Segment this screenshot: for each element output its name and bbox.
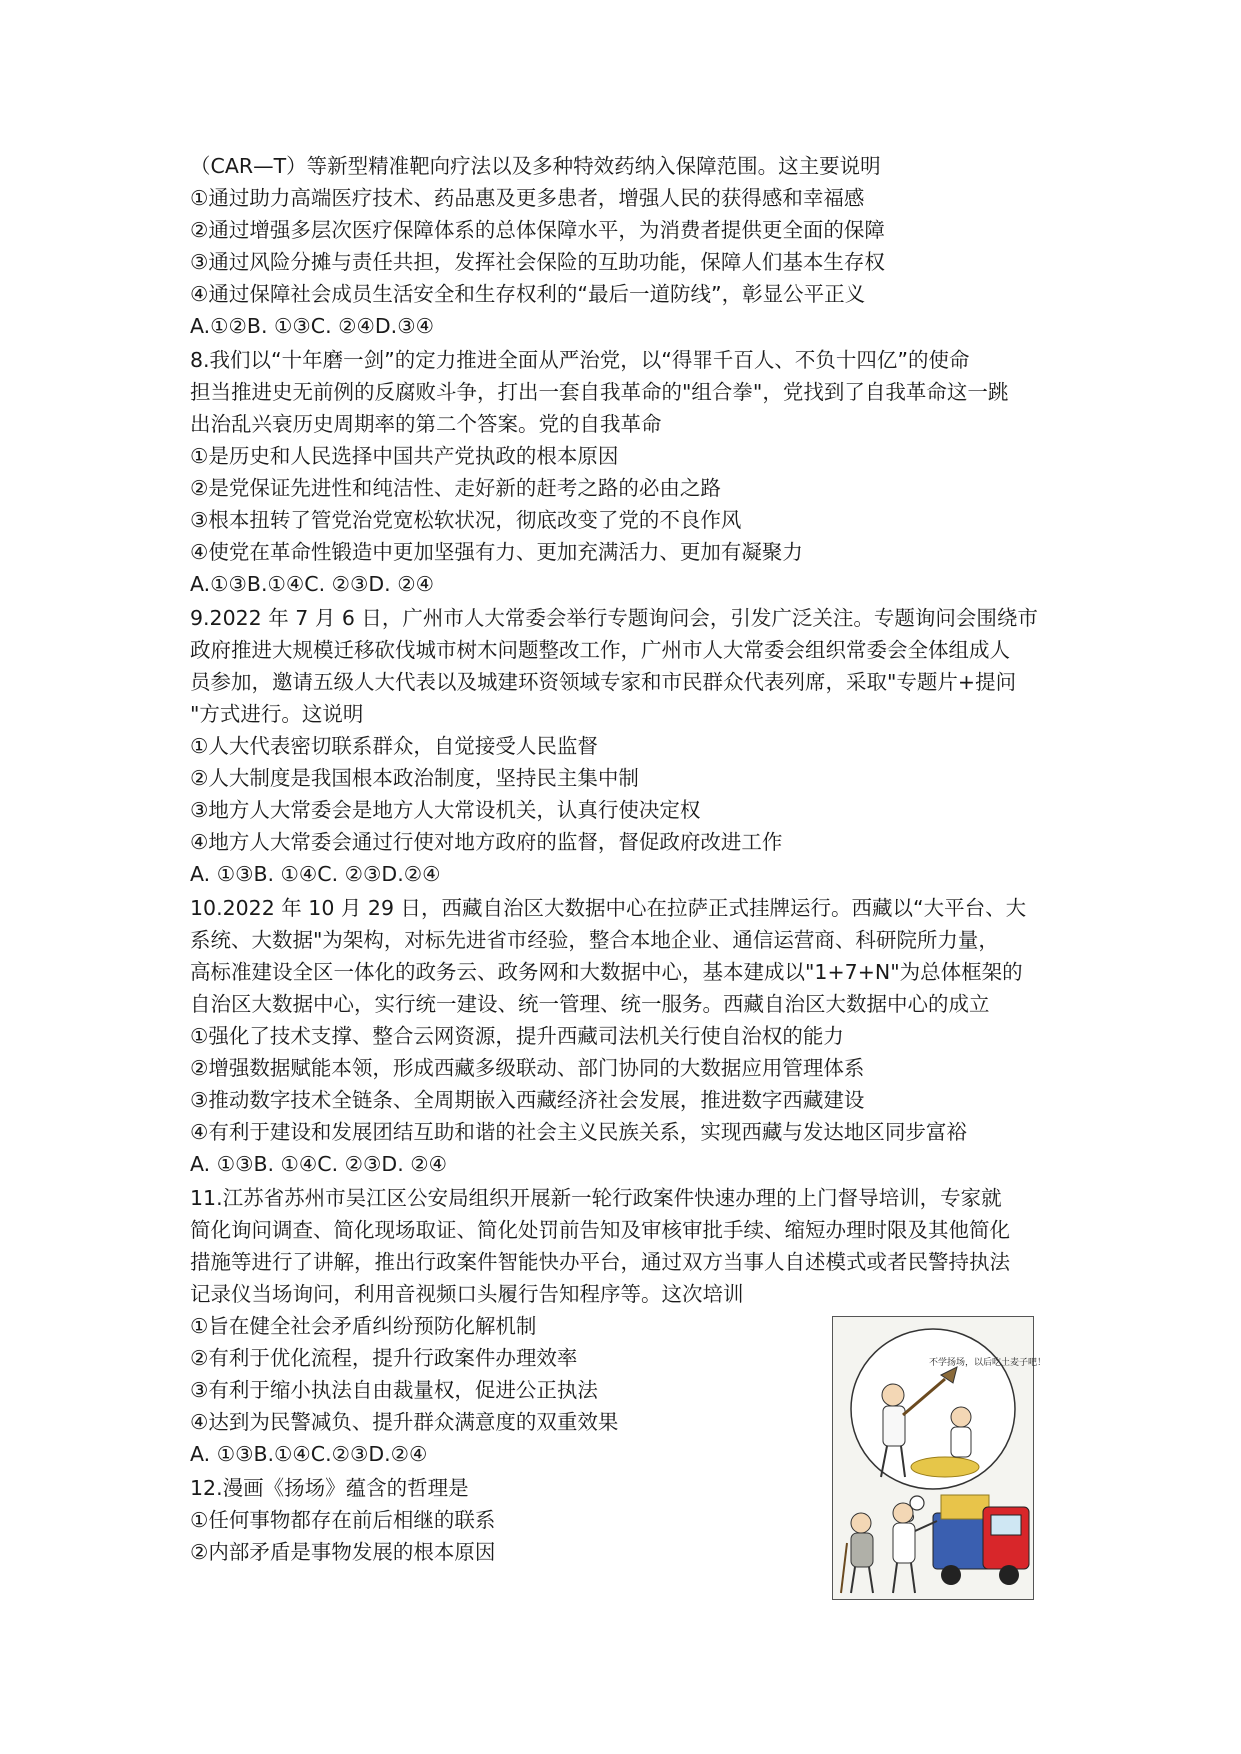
- q10-option-1: ①强化了技术支撑、整合云网资源，提升西藏司法机关行使自治权的能力: [190, 1024, 844, 1048]
- q10-option-4: ④有利于建设和发展团结互助和谐的社会主义民族关系，实现西藏与发达地区同步富裕: [190, 1120, 967, 1144]
- q11-option-1: ①旨在健全社会矛盾纠纷预防化解机制: [190, 1314, 537, 1338]
- q12-option-1: ①任何事物都存在前后相继的联系: [190, 1508, 496, 1532]
- q8-stem-line-1: 8.我们以“十年磨一剑”的定力推进全面从严治党，以“得罪千百人、不负十四亿”的使命: [190, 348, 970, 372]
- q8-option-4: ④使党在革命性锻造中更加坚强有力、更加充满活力、更加有凝聚力: [190, 540, 803, 564]
- q11-option-4: ④达到为民警减负、提升群众满意度的双重效果: [190, 1410, 619, 1434]
- q9-option-4: ④地方人大常委会通过行使对地方政府的监督，督促政府改进工作: [190, 830, 783, 854]
- q9-option-2: ②人大制度是我国根本政治制度，坚持民主集中制: [190, 766, 639, 790]
- q11-stem-line-3: 措施等进行了讲解，推出行政案件智能快办平台，通过双方当事人自述模式或者民警持执法: [190, 1250, 1010, 1274]
- q12-option-2: ②内部矛盾是事物发展的根本原因: [190, 1540, 496, 1564]
- q11-option-3: ③有利于缩小执法自由裁量权，促进公正执法: [190, 1378, 598, 1402]
- q10-stem-line-1: 10.2022 年 10 月 29 日，西藏自治区大数据中心在拉萨正式挂牌运行。西藏以“大平台、大: [190, 896, 1027, 920]
- q9-stem-line-4: "方式进行。这说明: [190, 702, 364, 726]
- q11-stem-line-2: 简化询问调查、简化现场取证、简化处罚前告知及审核审批手续、缩短办理时限及其他简化: [190, 1218, 1010, 1242]
- q8-option-2: ②是党保证先进性和纯洁性、走好新的赶考之路的必由之路: [190, 476, 721, 500]
- q8-stem-line-3: 出治乱兴衰历史周期率的第二个答案。党的自我革命: [190, 412, 662, 436]
- q11-stem-line-1: 11.江苏省苏州市吴江区公安局组织开展新一轮行政案件快速办理的上门督导培训，专家就: [190, 1186, 1002, 1210]
- q10-option-2: ②增强数据赋能本领，形成西藏多级联动、部门协同的大数据应用管理体系: [190, 1056, 865, 1080]
- q10-stem-line-4: 自治区大数据中心，实行统一建设、统一管理、统一服务。西藏自治区大数据中心的成立: [190, 992, 990, 1016]
- q9-stem-line-1: 9.2022 年 7 月 6 日，广州市人大常委会举行专题询问会，引发广泛关注。专题询问会围绕市: [190, 606, 1038, 630]
- cartoon-drawing: [833, 1317, 1047, 1599]
- bubble-text: 不学扬场，以后吃土麦子吧！: [929, 1358, 1047, 1368]
- q7-option-4: ④通过保障社会成员生活安全和生存权利的“最后一道防线”，彰显公平正义: [190, 282, 866, 306]
- q11-answers: A. ①③B.①④C.②③D.②④: [190, 1442, 428, 1466]
- q9-stem-line-2: 政府推进大规模迁移砍伐城市树木问题整改工作，广州市人大常委会组织常委会全体组成人: [190, 638, 1010, 662]
- q8-option-3: ③根本扭转了管党治党宽松软状况，彻底改变了党的不良作风: [190, 508, 742, 532]
- q9-option-1: ①人大代表密切联系群众，自觉接受人民监督: [190, 734, 598, 758]
- q10-answers: A. ①③B. ①④C. ②③D. ②④: [190, 1152, 447, 1176]
- q11-stem-line-4: 记录仪当场询问，利用音视频口头履行告知程序等。这次培训: [190, 1282, 744, 1306]
- q8-answers: A.①③B.①④C. ②③D. ②④: [190, 572, 434, 596]
- q12-stem: 12.漫画《扬场》蕴含的哲理是: [190, 1476, 469, 1500]
- q7-option-2: ②通过增强多层次医疗保障体系的总体保障水平，为消费者提供更全面的保障: [190, 218, 885, 242]
- q7-stem: （CAR—T）等新型精准靶向疗法以及多种特效药纳入保障范围。这主要说明: [190, 154, 881, 178]
- q10-stem-line-2: 系统、大数据"为架构，对标先进省市经验，整合本地企业、通信运营商、科研院所力量，: [190, 928, 999, 952]
- q10-stem-line-3: 高标准建设全区一体化的政务云、政务网和大数据中心，基本建成以"1+7+N"为总体框架的: [190, 960, 1023, 984]
- q8-option-1: ①是历史和人民选择中国共产党执政的根本原因: [190, 444, 619, 468]
- q9-option-3: ③地方人大常委会是地方人大常设机关，认真行使决定权: [190, 798, 701, 822]
- q7-option-3: ③通过风险分摊与责任共担，发挥社会保险的互助功能，保障人们基本生存权: [190, 250, 885, 274]
- q11-option-2: ②有利于优化流程，提升行政案件办理效率: [190, 1346, 578, 1370]
- q9-stem-line-3: 员参加，邀请五级人大代表以及城建环资领域专家和市民群众代表列席，采取"专题片+提问: [190, 670, 1017, 694]
- q7-answers: A.①②B. ①③C. ②④D.③④: [190, 314, 434, 338]
- q7-option-1: ①通过助力高端医疗技术、药品惠及更多患者，增强人民的获得感和幸福感: [190, 186, 865, 210]
- q10-option-3: ③推动数字技术全链条、全周期嵌入西藏经济社会发展，推进数字西藏建设: [190, 1088, 865, 1112]
- q8-stem-line-2: 担当推进史无前例的反腐败斗争，打出一套自我革命的"组合拳"，党找到了自我革命这一跳: [190, 380, 1009, 404]
- q9-answers: A. ①③B. ①④C. ②③D.②④: [190, 862, 441, 886]
- cartoon-yangchang-illustration: [832, 1316, 1047, 1600]
